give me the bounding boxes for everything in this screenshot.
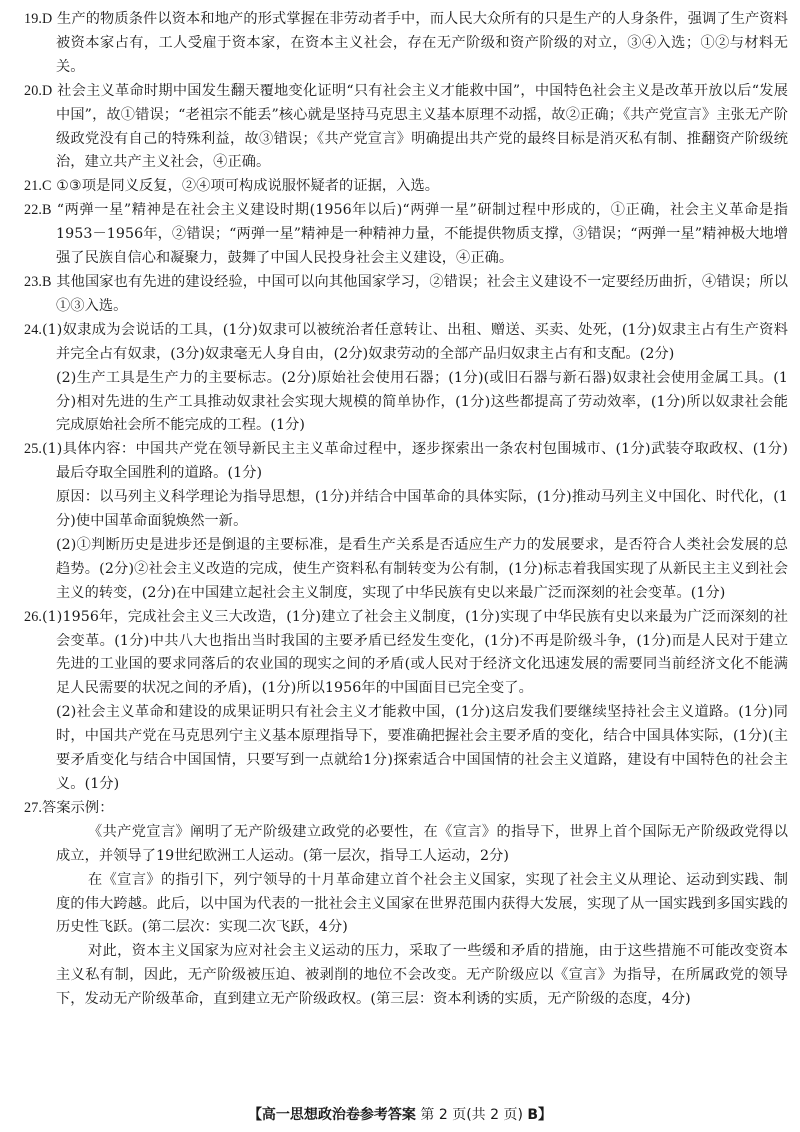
answer-24-part-1 xyxy=(24,319,788,367)
answer-25-part-2: (2)①判断历史是进步还是倒退的主要标准，是看生产关系是否适应生产力的发展要求，是否符合人类社会发展的总趋势。(2分)②社会主义改造的完成，使生产资料私有制转变为公有制，(1分)标志着我国实现了从新民主主义到社会主义的转变，(2分)在中国建立起社会主义制度，实现了中华民族有史以来最广泛而深刻的社会变革。(1分) xyxy=(56,536,788,601)
answer-text: 其他国家也有先进的建设经验，中国可以向其他国家学习，②错误；社会主义建设不一定要经历曲折，④错误；所以①③入选。 xyxy=(56,273,788,314)
answer-number: 27. xyxy=(24,799,43,816)
answer-26-part-1 xyxy=(24,606,788,702)
answer-number: 21.C xyxy=(24,178,52,195)
answer-27-paragraph-1: 《共产党宣言》阐明了无产阶级建立政党的必要性，在《宣言》的指导下，世界上首个国际无产阶级政党得以成立，并领导了19世纪欧洲工人运动。(第一层次，指导工人运动，2分) xyxy=(56,823,788,864)
footer-title: 【高一思想政治卷参考答案 xyxy=(247,1107,416,1123)
answer-text: (1)具体内容：中国共产党在领导新民主主义革命过程中，逐步探索出一条农村包围城市、(1分)武装夺取政权、(1分)最后夺取全国胜利的道路。(1分) xyxy=(42,441,788,482)
answer-text: 答案示例： xyxy=(42,799,114,816)
answer-19 xyxy=(24,8,788,80)
answer-25-reason: 原因：以马列主义科学理论为指导思想，(1分)并结合中国革命的具体实际，(1分)推动马列主义中国化、时代化，(1分)使中国革命面貌焕然一新。 xyxy=(56,489,788,530)
answer-number: 26. xyxy=(24,608,43,625)
answer-22 xyxy=(24,199,788,271)
answer-number: 24. xyxy=(24,321,43,338)
answer-27-heading xyxy=(24,797,788,821)
answer-number: 25. xyxy=(24,441,43,458)
answer-text: (1)奴隶成为会说话的工具，(1分)奴隶可以被统治者任意转让、出租、赠送、买卖、处死，(1分)奴隶主占有生产资料并完全占有奴隶，(3分)奴隶毫无人身自由，(2分)奴隶劳动的全部产品归奴隶主占有和支配。(2分) xyxy=(42,321,788,362)
answer-number: 23.B xyxy=(24,273,52,290)
answer-20 xyxy=(24,80,788,176)
answer-26-part-2: (2)社会主义革命和建设的成果证明只有社会主义才能救中国，(1分)这启发我们要继续坚持社会主义道路。(1分)同时，中国共产党在马克思列宁主义基本原理指导下，要准确把握社会主要矛盾的变化，结合中国具体实际，(1分)(主要矛盾变化与结合中国国情，只要写到一点就给1分)探索适合中国国情的社会主义道路，建设有中国特色的社会主义。(1分) xyxy=(56,704,788,792)
answer-25-part-1 xyxy=(24,438,788,486)
answer-24-part-2: (2)生产工具是生产力的主要标志。(2分)原始社会使用石器；(1分)(或旧石器与新石器)奴隶社会使用金属工具。(1分)相对先进的生产工具推动奴隶社会实现大规模的简单协作，(1分)这些都提高了劳动效率，(1分)所以奴隶社会能完成原始社会所不能完成的工程。(1分) xyxy=(56,369,788,434)
footer-version: B】 xyxy=(527,1107,553,1123)
answer-number: 20.D xyxy=(24,82,53,99)
answer-text: 社会主义革命时期中国发生翻天覆地变化证明“只有社会主义才能救中国”，中国特色社会主义是改革开放以后“发展中国”，故①错误；“老祖宗不能丢”核心就是坚持马克思主义基本原理不动摇，故②正确；《共产党宣言》主张无产阶级政党没有自己的特殊利益，故③错误；《共产党宣言》明确提出共产党的最终目标是消灭私有制、推翻资产阶级统治，建立共产主义社会，④正确。 xyxy=(56,82,788,171)
answer-text: “两弹一星”精神是在社会主义建设时期(1956年以后)“两弹一星”研制过程中形成的，①正确，社会主义革命是指1953－1956年，②错误；“两弹一星”精神是一种精神力量，不能提供物质支撑，③错误；“两弹一星”精神极大地增强了民族自信心和凝聚力，鼓舞了中国人民投身社会主义建设，④正确。 xyxy=(56,202,788,267)
page-footer xyxy=(0,1104,800,1124)
answer-text: (1)1956年，完成社会主义三大改造，(1分)建立了社会主义制度，(1分)实现了中华民族有史以来最为广泛而深刻的社会变革。(1分)中共八大也指出当时我国的主要矛盾已经发生变化，(1分)不再是阶级斗争，(1分)而是人民对于建立先进的工业国的要求同落后的农业国的现实之间的矛盾(或人民对于经济文化迅速发展的需要同当前经济文化不能满足人民需要的状况之间的矛盾)，(1分)所以1956年的中国面目已完全变了。 xyxy=(42,608,788,697)
answer-number: 19.D xyxy=(24,11,53,27)
answer-27-paragraph-2: 在《宣言》的指引下，列宁领导的十月革命建立首个社会主义国家，实现了社会主义从理论、运动到实践、制度的伟大跨越。此后，以中国为代表的一批社会主义国家在世界范围内获得大发展，实现了从一国实践到多国实践的历史性飞跃。(第二层次：实现二次飞跃，4分) xyxy=(56,871,788,936)
footer-page-number: 第 2 页(共 2 页) xyxy=(420,1107,523,1123)
answer-text: ①③项是同义反复，②④项可构成说服怀疑者的证据，入选。 xyxy=(56,178,440,195)
answer-text: 生产的物质条件以资本和地产的形式掌握在非劳动者手中，而人民大众所有的只是生产的人身条件，强调了生产资料被资本家占有，工人受雇于资本家，在资本主义社会，存在无产阶级和资产阶级的对立，③④入选；①②与材料无关。 xyxy=(56,11,788,75)
answer-sheet xyxy=(24,8,788,1012)
answer-23 xyxy=(24,271,788,319)
answer-27-paragraph-3: 对此，资本主义国家为应对社会主义运动的压力，采取了一些缓和矛盾的措施，由于这些措施不可能改变资本主义私有制，因此，无产阶级被压迫、被剥削的地位不会改变。无产阶级应以《宣言》为指导，在所属政党的领导下，发动无产阶级革命，直到建立无产阶级政权。(第三层：资本利诱的实质，无产阶级的态度，4分) xyxy=(56,943,788,1008)
answer-21 xyxy=(24,175,788,199)
answer-number: 22.B xyxy=(24,202,52,219)
